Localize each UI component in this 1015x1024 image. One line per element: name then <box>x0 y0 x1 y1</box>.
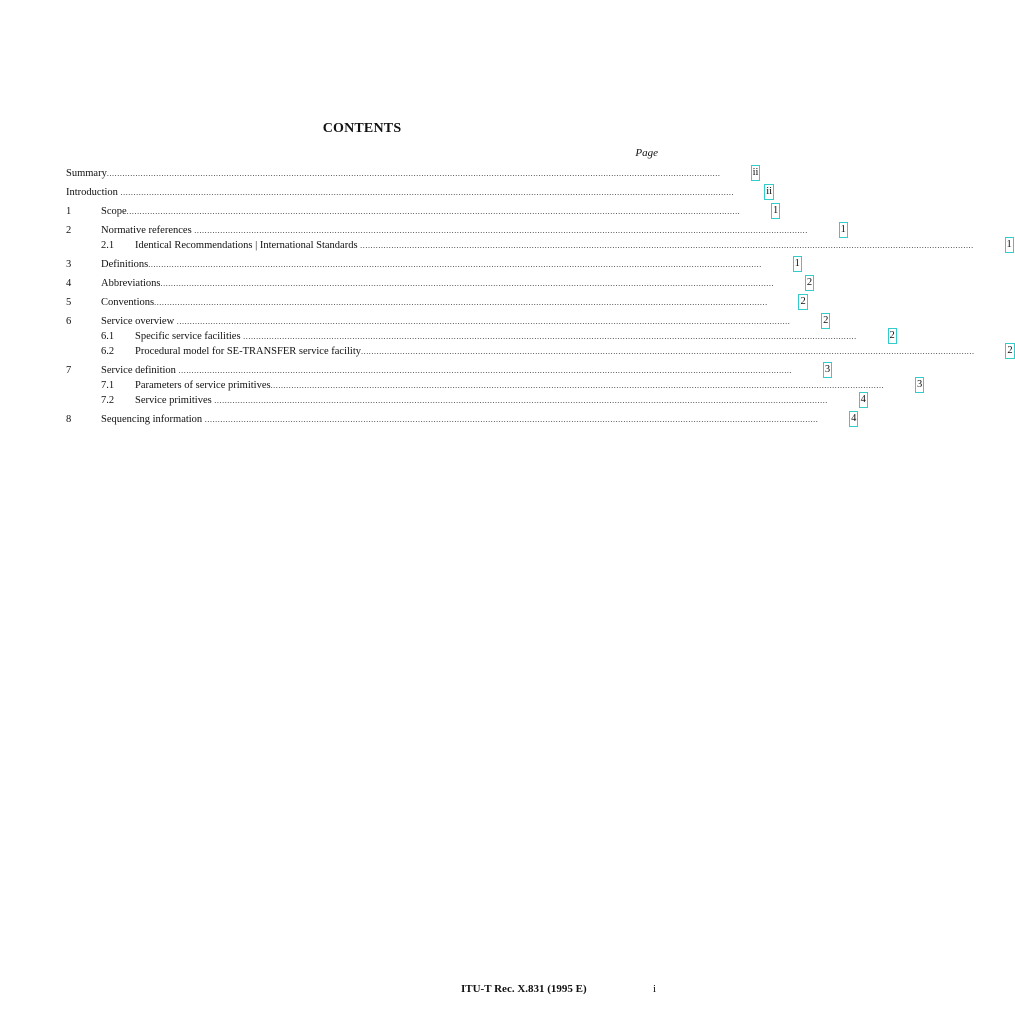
toc-entry-label: Normative references <box>101 225 192 236</box>
toc-entry-definitions[interactable] <box>66 257 800 272</box>
toc-entry-specific-service-facilities[interactable] <box>66 329 895 344</box>
dot-leader: ............................................................................................................................................................................................................................................ <box>357 241 974 250</box>
toc-entry-label: Sequencing information <box>101 414 203 425</box>
toc-entry-normative-references[interactable] <box>66 223 846 238</box>
footer-page-number: i <box>653 983 657 995</box>
dot-leader: ............................................................................................................................................................................................................................................ <box>148 260 762 269</box>
toc-page-link[interactable]: 1 <box>1005 237 1014 253</box>
toc-entry-label: Service overview <box>101 316 175 327</box>
dot-leader: ............................................................................................................................................................................................................................................ <box>202 415 819 424</box>
toc-entry-identical-recommendations[interactable] <box>66 238 1012 253</box>
dot-leader: ............................................................................................................................................................................................................................................ <box>106 169 721 178</box>
toc-entry-number: 6 <box>66 316 72 327</box>
toc-page-link[interactable]: 4 <box>849 411 858 427</box>
toc-entry-number: 7.2 <box>101 395 115 406</box>
toc-entry-parameters-of-service-primitives[interactable] <box>66 378 923 393</box>
toc-entry-number: 7.1 <box>101 380 115 391</box>
toc-entry-number: 2 <box>66 225 72 236</box>
table-of-contents <box>66 166 1013 427</box>
toc-entry-label: Service primitives <box>135 395 212 406</box>
toc-entry-label: Abbreviations <box>101 278 161 289</box>
toc-entry-service-primitives[interactable] <box>66 393 866 408</box>
dot-leader: ............................................................................................................................................................................................................................................ <box>117 188 735 197</box>
toc-entry-label: Service definition <box>101 365 176 376</box>
toc-entry-number: 8 <box>66 414 72 425</box>
page-title: CONTENTS <box>322 121 402 136</box>
toc-page-link[interactable]: ii <box>751 165 761 181</box>
toc-entry-summary[interactable] <box>66 166 759 181</box>
toc-page-link[interactable]: 4 <box>859 392 868 408</box>
toc-entry-label: Parameters of service primitives <box>135 380 271 391</box>
toc-page-link[interactable]: ii <box>764 184 774 200</box>
dot-leader: ............................................................................................................................................................................................................................................ <box>270 381 885 390</box>
toc-entry-label: Scope <box>101 206 127 217</box>
toc-entry-label: Introduction <box>66 187 118 198</box>
toc-entry-label: Specific service facilities <box>135 331 241 342</box>
toc-entry-number: 3 <box>66 259 72 270</box>
toc-entry-conventions[interactable] <box>66 295 806 310</box>
page-column-label: Page <box>635 147 658 159</box>
toc-page-link[interactable]: 2 <box>798 294 807 310</box>
toc-entry-number: 4 <box>66 278 72 289</box>
toc-page-link[interactable]: 1 <box>771 203 780 219</box>
toc-page-link[interactable]: 3 <box>823 362 832 378</box>
dot-leader: ............................................................................................................................................................................................................................................ <box>361 347 975 356</box>
toc-page-link[interactable]: 3 <box>915 377 924 393</box>
footer-reference: ITU-T Rec. X.831 (1995 E) <box>461 983 587 995</box>
toc-entry-label: Procedural model for SE-TRANSFER service facility <box>135 346 361 357</box>
toc-entry-service-overview[interactable] <box>66 314 829 329</box>
dot-leader: ............................................................................................................................................................................................................................................ <box>191 226 808 235</box>
toc-page-link[interactable]: 2 <box>805 275 814 291</box>
toc-entry-number: 1 <box>66 206 72 217</box>
toc-page-link[interactable]: 2 <box>888 328 897 344</box>
toc-entry-procedural-model[interactable] <box>66 344 1013 359</box>
dot-leader: ............................................................................................................................................................................................................................................ <box>160 279 775 288</box>
dot-leader: ............................................................................................................................................................................................................................................ <box>174 317 791 326</box>
toc-entry-label: Definitions <box>101 259 149 270</box>
toc-entry-number: 6.1 <box>101 331 115 342</box>
toc-entry-number: 2.1 <box>101 240 115 251</box>
toc-entry-number: 5 <box>66 297 72 308</box>
toc-entry-sequencing-information[interactable] <box>66 412 857 427</box>
dot-leader: ............................................................................................................................................................................................................................................ <box>240 332 857 341</box>
toc-entry-label: Summary <box>66 168 107 179</box>
toc-entry-introduction[interactable] <box>66 185 773 200</box>
toc-page-link[interactable]: 1 <box>839 222 848 238</box>
toc-entry-scope[interactable] <box>66 204 779 219</box>
toc-page-link[interactable]: 2 <box>821 313 830 329</box>
toc-entry-abbreviations[interactable] <box>66 276 813 291</box>
dot-leader: ............................................................................................................................................................................................................................................ <box>154 298 768 307</box>
dot-leader: ............................................................................................................................................................................................................................................ <box>126 207 741 216</box>
toc-page-link[interactable]: 1 <box>793 256 802 272</box>
dot-leader: ............................................................................................................................................................................................................................................ <box>211 396 828 405</box>
toc-page-link[interactable]: 2 <box>1005 343 1014 359</box>
toc-entry-label: Conventions <box>101 297 155 308</box>
dot-leader: ............................................................................................................................................................................................................................................ <box>175 366 793 375</box>
toc-entry-service-definition[interactable] <box>66 363 831 378</box>
toc-entry-label: Identical Recommendations | International Standards <box>135 240 358 251</box>
toc-entry-number: 6.2 <box>101 346 115 357</box>
toc-entry-number: 7 <box>66 365 72 376</box>
